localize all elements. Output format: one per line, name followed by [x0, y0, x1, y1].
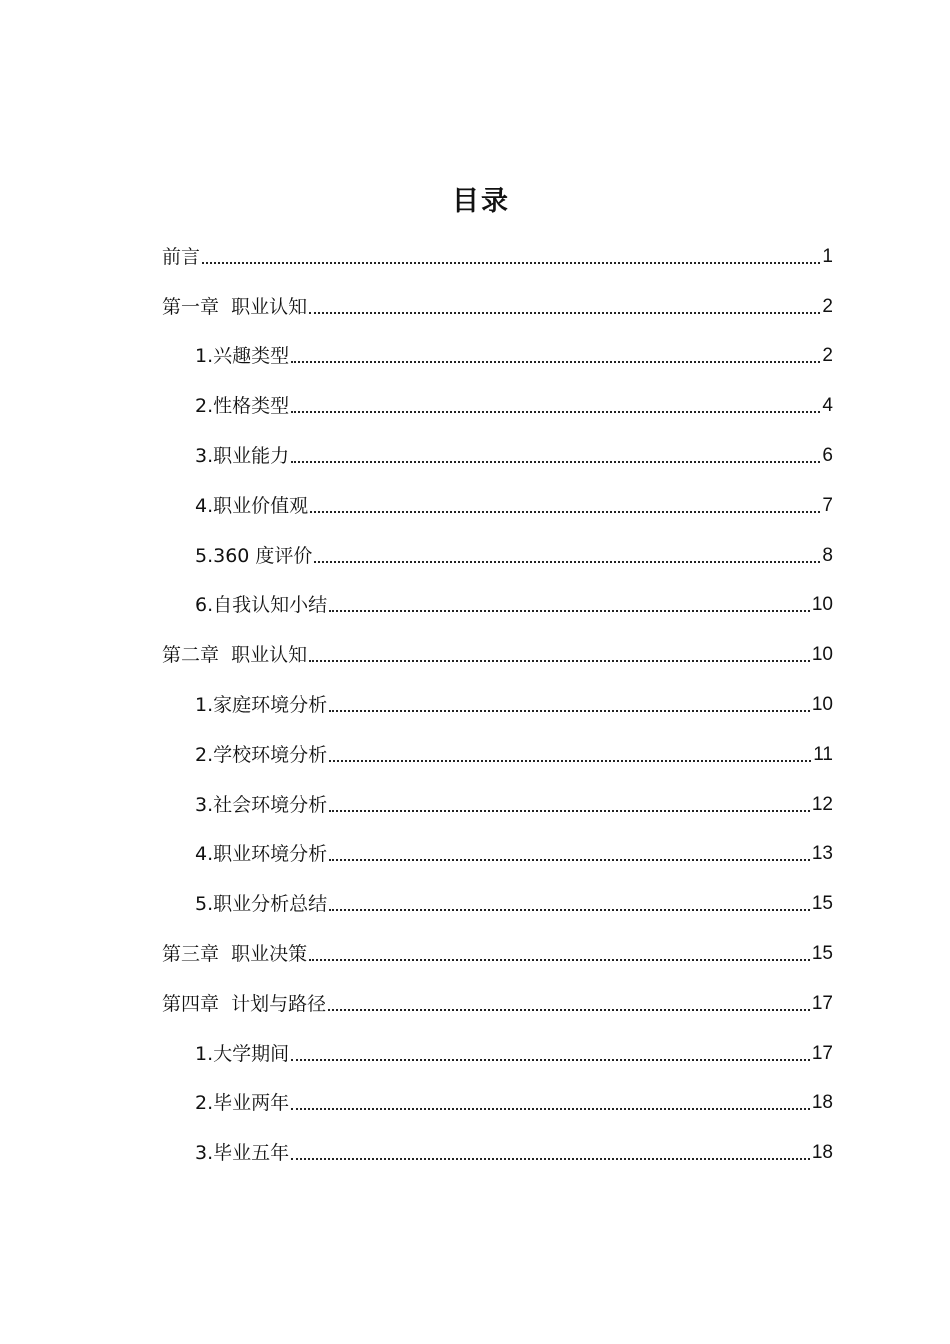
toc-entry-label: 3.社会环境分析	[195, 793, 328, 816]
toc-entry[interactable]	[162, 328, 833, 378]
toc-entry[interactable]	[162, 826, 833, 876]
toc-entry-label: 1.兴趣类型	[195, 345, 290, 368]
toc-entry-page: 10	[811, 594, 833, 616]
toc-entry[interactable]	[162, 1075, 833, 1125]
dot-leader	[314, 561, 820, 563]
toc-entry-page: 18	[811, 1092, 833, 1114]
dot-leader	[291, 1059, 810, 1061]
toc-entry[interactable]	[162, 228, 833, 278]
dot-leader	[309, 312, 820, 314]
toc-entry-label: 第一章 职业认知	[162, 295, 308, 318]
toc-entry-page: 17	[811, 992, 833, 1014]
toc-entry-label: 2.学校环境分析	[195, 743, 328, 766]
toc-entry[interactable]	[162, 925, 833, 975]
toc-title: 目录	[452, 186, 510, 217]
dot-leader	[309, 959, 810, 961]
toc-entry-page: 7	[822, 494, 833, 516]
toc-entry[interactable]	[162, 377, 833, 427]
toc-entry[interactable]	[162, 477, 833, 527]
toc-entry[interactable]	[162, 427, 833, 477]
toc-entry-page: 12	[811, 793, 833, 815]
dot-leader	[291, 461, 820, 463]
toc-entry-label: 2.毕业两年	[195, 1092, 290, 1115]
toc-entry-label: 6.自我认知小结	[195, 594, 328, 617]
toc-entry-label: 4.职业价值观	[195, 494, 309, 517]
table-of-contents	[162, 228, 833, 1174]
dot-leader	[291, 361, 820, 363]
dot-leader	[329, 610, 810, 612]
toc-entry-label: 3.毕业五年	[195, 1142, 290, 1165]
toc-entry[interactable]	[162, 527, 833, 577]
toc-entry-page: 1	[822, 245, 833, 267]
dot-leader	[329, 760, 811, 762]
dot-leader	[202, 262, 820, 264]
toc-entry-label: 第四章 计划与路径	[162, 992, 327, 1015]
toc-entry-page: 6	[822, 444, 833, 466]
toc-entry-page: 15	[811, 893, 833, 915]
toc-entry[interactable]	[162, 577, 833, 627]
dot-leader	[329, 810, 810, 812]
toc-entry-label: 5.360 度评价	[195, 544, 313, 567]
toc-entry-label: 1.大学期间	[195, 1042, 290, 1065]
toc-entry[interactable]	[162, 626, 833, 676]
dot-leader	[309, 660, 810, 662]
toc-entry-page: 17	[811, 1042, 833, 1064]
toc-entry-page: 18	[811, 1142, 833, 1164]
toc-entry-label: 4.职业环境分析	[195, 843, 328, 866]
toc-entry-page: 8	[822, 544, 833, 566]
toc-entry[interactable]	[162, 278, 833, 328]
toc-entry-page: 2	[822, 295, 833, 317]
dot-leader	[329, 859, 810, 861]
dot-leader	[329, 909, 810, 911]
dot-leader	[291, 411, 820, 413]
toc-entry-label: 3.职业能力	[195, 444, 290, 467]
toc-entry-page: 11	[813, 743, 833, 765]
toc-entry-label: 1.家庭环境分析	[195, 693, 328, 716]
toc-entry-page: 15	[811, 942, 833, 964]
toc-entry-label: 5.职业分析总结	[195, 893, 328, 916]
toc-entry-label: 第三章 职业决策	[162, 942, 308, 965]
dot-leader	[329, 710, 810, 712]
toc-entry[interactable]	[162, 1124, 833, 1174]
toc-entry[interactable]	[162, 1025, 833, 1075]
toc-entry[interactable]	[162, 875, 833, 925]
dot-leader	[291, 1158, 810, 1160]
toc-entry[interactable]	[162, 776, 833, 826]
toc-entry[interactable]	[162, 726, 833, 776]
toc-entry[interactable]	[162, 975, 833, 1025]
toc-entry-page: 10	[811, 693, 833, 715]
dot-leader	[310, 511, 820, 513]
toc-entry-page: 13	[811, 843, 833, 865]
toc-entry-label: 2.性格类型	[195, 395, 290, 418]
toc-entry[interactable]	[162, 676, 833, 726]
dot-leader	[328, 1009, 810, 1011]
toc-entry-label: 前言	[162, 245, 201, 268]
toc-entry-page: 4	[822, 395, 833, 417]
dot-leader	[291, 1108, 810, 1110]
toc-entry-page: 10	[811, 644, 833, 666]
toc-entry-label: 第二章 职业认知	[162, 644, 308, 667]
toc-entry-page: 2	[822, 345, 833, 367]
